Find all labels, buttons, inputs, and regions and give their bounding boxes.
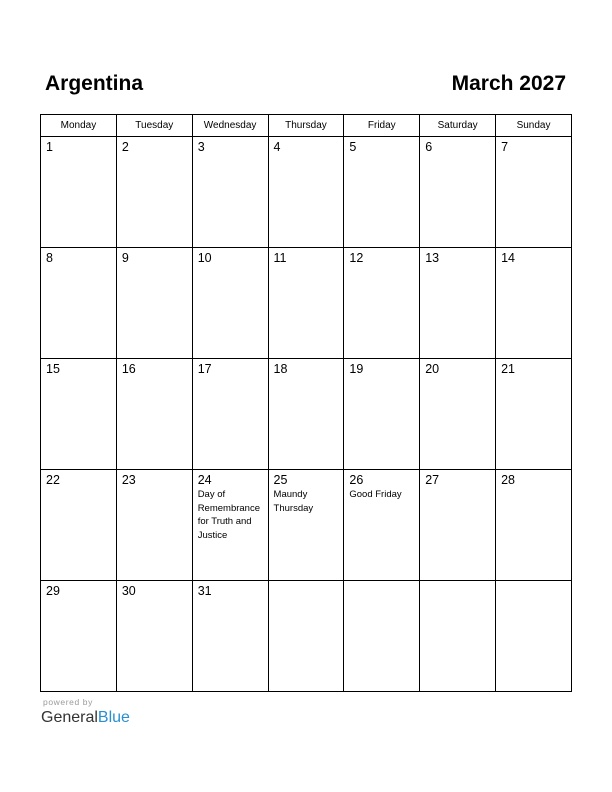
weekday-saturday: Saturday xyxy=(420,115,496,137)
day-number: 18 xyxy=(273,362,288,376)
day-cell xyxy=(420,359,496,470)
day-number: 23 xyxy=(121,473,136,487)
day-cell xyxy=(420,581,496,692)
holiday-label: Maundy Thursday xyxy=(273,489,314,514)
day-number: 31 xyxy=(197,584,212,598)
day-cell xyxy=(41,581,117,692)
day-cell xyxy=(496,581,572,692)
day-cell xyxy=(344,581,420,692)
day-number: 26 xyxy=(349,473,364,487)
calendar-grid xyxy=(40,114,572,692)
country-title: Argentina xyxy=(45,72,144,95)
day-number: 30 xyxy=(121,584,136,598)
day-number: 20 xyxy=(425,362,440,376)
weekday-thursday: Thursday xyxy=(268,115,344,137)
day-cell xyxy=(344,248,420,359)
day-number: 2 xyxy=(121,140,129,154)
week-row xyxy=(41,581,572,692)
holiday-list xyxy=(269,487,344,515)
day-cell xyxy=(116,359,192,470)
day-number xyxy=(269,581,344,584)
day-cell xyxy=(496,470,572,581)
day-cell xyxy=(268,470,344,581)
day-number: 3 xyxy=(197,140,205,154)
weekday-tuesday: Tuesday xyxy=(116,115,192,137)
day-cell xyxy=(344,137,420,248)
day-cell xyxy=(192,359,268,470)
day-cell xyxy=(268,248,344,359)
day-cell xyxy=(116,137,192,248)
day-cell xyxy=(41,359,117,470)
weekday-friday: Friday xyxy=(344,115,420,137)
day-number: 24 xyxy=(197,473,212,487)
day-number: 17 xyxy=(197,362,212,376)
day-number: 21 xyxy=(501,362,515,376)
day-cell xyxy=(268,581,344,692)
day-number: 4 xyxy=(273,140,281,154)
day-cell xyxy=(496,137,572,248)
week-row xyxy=(41,248,572,359)
day-cell xyxy=(116,470,192,581)
day-cell xyxy=(116,248,192,359)
holiday-list xyxy=(344,487,419,502)
day-cell xyxy=(420,137,496,248)
day-cell xyxy=(41,470,117,581)
day-number: 25 xyxy=(273,473,288,487)
day-number: 19 xyxy=(349,362,364,376)
day-number: 6 xyxy=(425,140,433,154)
day-cell xyxy=(41,248,117,359)
day-cell xyxy=(496,359,572,470)
logo-text-general: General xyxy=(41,709,98,726)
week-row xyxy=(41,137,572,248)
powered-by-label: powered by xyxy=(43,697,93,707)
day-number: 12 xyxy=(349,251,364,265)
day-number: 28 xyxy=(501,473,515,487)
day-cell xyxy=(420,248,496,359)
day-cell xyxy=(192,248,268,359)
day-cell xyxy=(268,359,344,470)
holiday-label: Good Friday xyxy=(349,489,402,500)
day-number: 10 xyxy=(197,251,212,265)
day-number: 7 xyxy=(501,140,509,154)
day-number: 29 xyxy=(46,584,60,598)
weekday-monday: Monday xyxy=(41,115,117,137)
day-number: 15 xyxy=(46,362,60,376)
weekday-wednesday: Wednesday xyxy=(192,115,268,137)
week-row xyxy=(41,470,572,581)
day-number: 22 xyxy=(46,473,60,487)
day-cell xyxy=(268,137,344,248)
day-number: 13 xyxy=(425,251,440,265)
logo-text-blue: Blue xyxy=(97,709,130,726)
holiday-label: Day of Remembrance for Truth and Justice xyxy=(197,489,260,541)
day-cell xyxy=(344,470,420,581)
day-number: 11 xyxy=(273,251,287,265)
day-cell xyxy=(344,359,420,470)
day-number xyxy=(420,581,495,584)
week-row xyxy=(41,359,572,470)
month-title: March 2027 xyxy=(451,72,566,95)
day-cell xyxy=(192,137,268,248)
day-number: 8 xyxy=(46,251,53,265)
day-cell xyxy=(496,248,572,359)
day-cell xyxy=(116,581,192,692)
day-number: 5 xyxy=(349,140,357,154)
day-cell xyxy=(192,581,268,692)
day-cell xyxy=(420,470,496,581)
holiday-list xyxy=(193,487,268,542)
day-number xyxy=(496,581,571,584)
weekday-header-row xyxy=(41,115,572,137)
day-number: 1 xyxy=(46,140,53,154)
day-cell xyxy=(192,470,268,581)
weekday-sunday: Sunday xyxy=(496,115,572,137)
day-number xyxy=(344,581,419,584)
day-number: 9 xyxy=(121,251,129,265)
day-cell xyxy=(41,137,117,248)
day-number: 14 xyxy=(501,251,515,265)
day-number: 16 xyxy=(121,362,136,376)
generalblue-logo[interactable] xyxy=(41,709,130,727)
day-number: 27 xyxy=(425,473,440,487)
